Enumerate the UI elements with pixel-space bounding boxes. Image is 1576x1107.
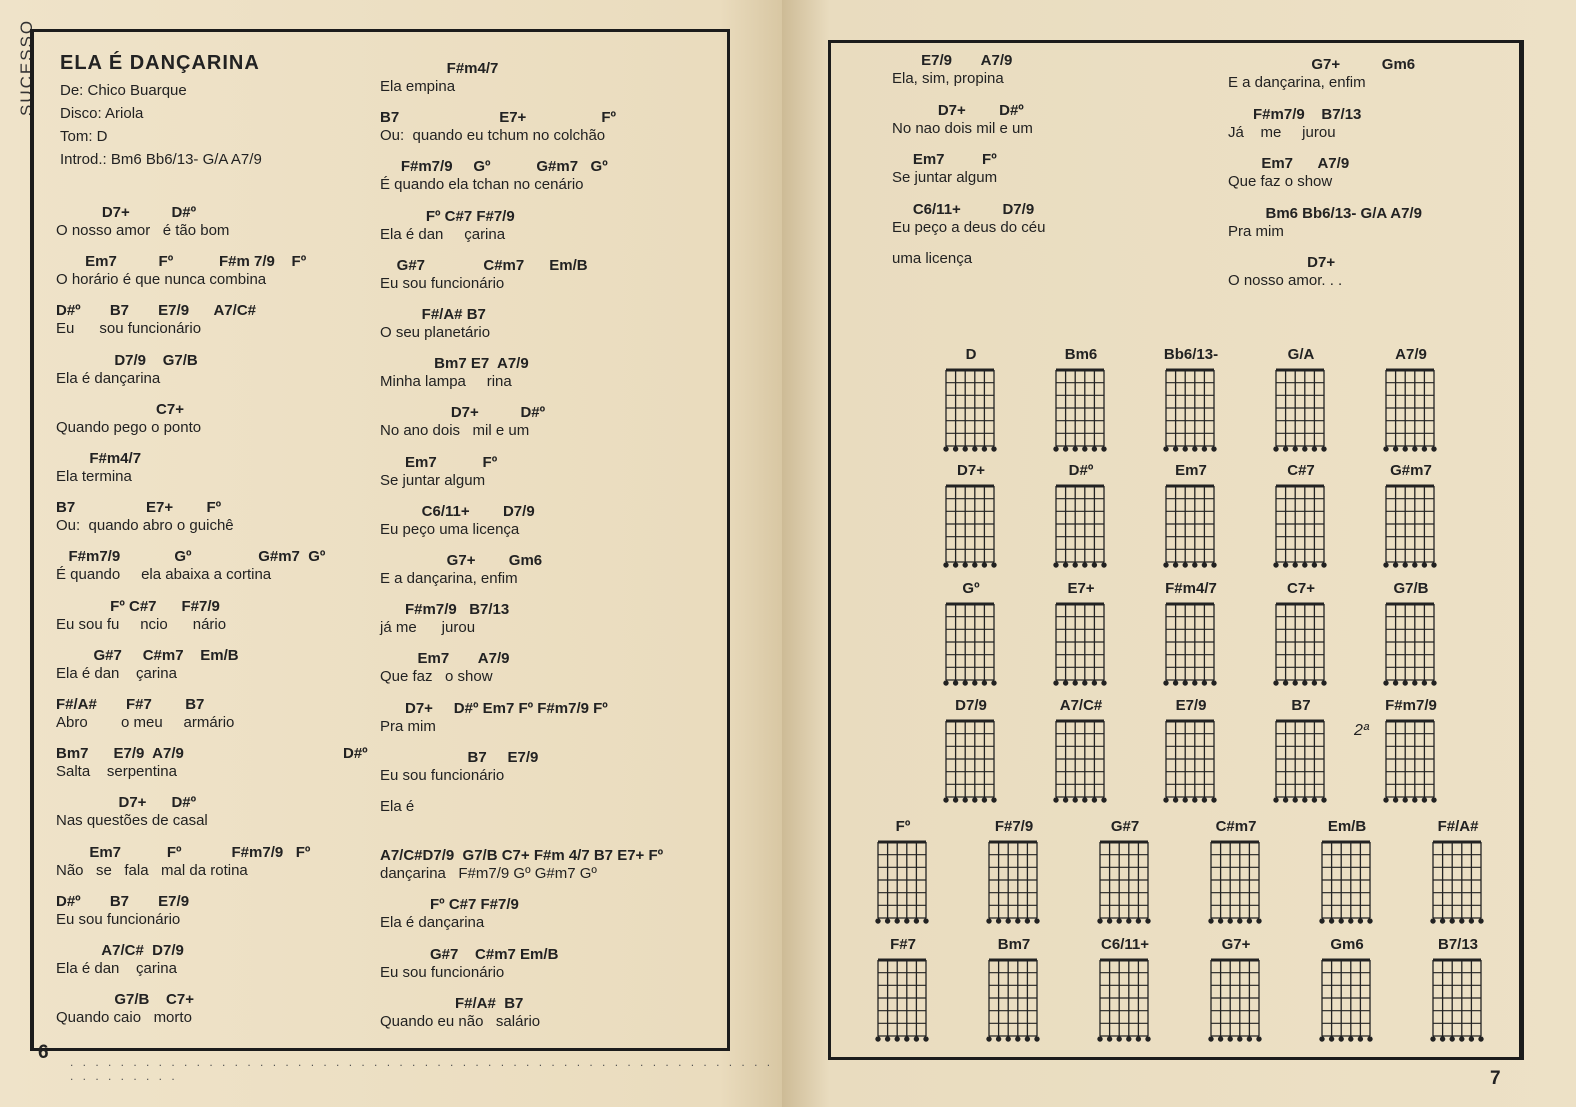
- lyric-line: Se juntar algum: [380, 471, 486, 489]
- lyric-block: [56, 794, 208, 830]
- lyric-line: O nosso amor é tão bom: [56, 222, 230, 239]
- section-label: SUCESSO: [17, 18, 36, 116]
- chord-name: C6/11+: [1101, 936, 1149, 953]
- chord-diagram: [1318, 818, 1376, 928]
- lyric-block: [56, 942, 184, 978]
- fretboard: [1272, 602, 1330, 694]
- fretboard: [1162, 719, 1220, 811]
- chord-name: Fº: [895, 818, 911, 835]
- chord-name: Bm6: [1064, 346, 1098, 363]
- lyric-block: [56, 696, 234, 732]
- chord-name: E7/9: [1175, 697, 1207, 714]
- chord-line: C7+: [56, 400, 184, 418]
- chord-name: F#m7/9: [1385, 697, 1437, 714]
- fretboard: [1052, 602, 1110, 694]
- lyric-line: Abro o meu armário: [56, 714, 235, 731]
- lyric-block: [380, 995, 540, 1031]
- lyric-block: [1228, 205, 1422, 241]
- chord-line: G#7 C#m7 Em/B: [56, 646, 239, 664]
- lyric-block: [56, 401, 201, 437]
- lyric-block: [892, 151, 997, 187]
- fretboard: [942, 719, 1000, 811]
- chord-line: G7+ Gm6: [380, 552, 543, 569]
- lyric-line: Ela é dan çarina: [380, 225, 506, 243]
- lyric-line: Eu sou funcionário: [380, 766, 505, 784]
- fretboard: [985, 840, 1043, 932]
- chord-line: Em7 Fº: [892, 151, 997, 168]
- chord-diagram: [1272, 697, 1330, 807]
- chord-name: Gm6: [1330, 936, 1364, 953]
- lyric-block: [56, 991, 194, 1027]
- lyric-line: Eu sou funcionário: [380, 963, 505, 981]
- fret-note: 2ª: [1354, 722, 1369, 739]
- lyric-block: [56, 893, 189, 929]
- fretboard: [1272, 368, 1330, 460]
- chord-diagram: [985, 936, 1043, 1046]
- lyric-line: Eu sou funcionário: [56, 320, 202, 338]
- lyric-line: Ela empina: [380, 78, 456, 95]
- chord-diagram: [1096, 936, 1154, 1046]
- lyric-block: [380, 60, 498, 96]
- fretboard: [1318, 840, 1376, 932]
- fretboard: [1162, 368, 1220, 460]
- chord-name: F#7: [890, 936, 916, 953]
- chord-name: Em/B: [1327, 818, 1367, 835]
- chord-line: C6/11+ D7/9: [380, 502, 535, 520]
- lyric-block: [892, 201, 1045, 237]
- lyric-line: Eu peço uma licença: [380, 520, 520, 538]
- chord-name: C#m7: [1215, 818, 1257, 835]
- fretboard: [1382, 602, 1440, 694]
- song-intro: Introd.: Bm6 Bb6/13- G/A A7/9: [60, 151, 262, 168]
- lyric-line: Quando eu não salário: [380, 1012, 541, 1030]
- chord-diagram: [1382, 697, 1440, 807]
- chord-name: Gº: [962, 580, 980, 597]
- lyric-line: Pra mim: [1228, 222, 1284, 240]
- chord-diagram: [1162, 462, 1220, 572]
- song-author: De: Chico Buarque: [60, 82, 187, 99]
- lyric-line: Ela é dan çarina: [56, 664, 177, 682]
- lyric-block: [56, 499, 234, 535]
- chord-line: D#º B7 E7/9 A7/C#: [56, 302, 256, 320]
- lyric-block: [56, 598, 226, 634]
- lyric-line: Nas questões de casal: [56, 812, 208, 830]
- chord-line: G7/B C7+: [56, 991, 194, 1009]
- fretboard: [942, 602, 1000, 694]
- lyric-line: No nao dois mil e um: [892, 119, 1033, 137]
- chord-line: B7 E7/9: [380, 748, 539, 766]
- lyric-line: Que faz o show: [380, 668, 493, 686]
- lyric-line: O nosso amor. . .: [1228, 272, 1343, 289]
- chord-diagram: [1382, 462, 1440, 572]
- lyric-block: [380, 896, 519, 932]
- chord-diagram: [1272, 580, 1330, 690]
- chord-diagram: [1272, 462, 1330, 572]
- song-key: Tom: D: [60, 128, 108, 145]
- chord-line: F#/A# B7: [380, 994, 524, 1012]
- fretboard: [1207, 840, 1265, 932]
- chord-line: D7+ D#º: [56, 204, 197, 221]
- lyric-block: [380, 503, 535, 539]
- chord-line: D7+ D#º: [56, 794, 197, 812]
- fretboard: [1429, 958, 1487, 1050]
- fretboard: [1318, 958, 1376, 1050]
- chord-line: A7/C# D7/9: [56, 942, 184, 959]
- lyric-line: Já me jurou: [1228, 123, 1336, 141]
- chord-name: D#º: [1068, 462, 1094, 479]
- chord-line: D7+ D#º: [380, 404, 546, 422]
- chord-line: D7/9 G7/B: [56, 351, 198, 369]
- chord-diagram: [1207, 818, 1265, 928]
- lyric-block: [380, 650, 510, 686]
- chord-line: Em7 Fº F#m 7/9 Fº: [56, 253, 307, 271]
- lyric-line: Minha lampa rina: [380, 373, 512, 391]
- chord-line: F#m4/7: [380, 60, 499, 77]
- chord-line: F#m7/9 Gº G#m7 Gº: [56, 548, 326, 566]
- fretboard: [1052, 368, 1110, 460]
- fretboard: [1272, 719, 1330, 811]
- chord-name: A7/C#: [1059, 697, 1103, 714]
- chord-line: C6/11+ D7/9: [892, 200, 1035, 218]
- lyric-block: [892, 102, 1033, 138]
- chord-line: F#m7/9 B7/13: [380, 601, 510, 619]
- chord-diagram: [1052, 697, 1110, 807]
- chord-name: Bb6/13-: [1163, 346, 1219, 363]
- lyric-block: [380, 355, 529, 391]
- lyric-line: Não se fala mal da rotina: [56, 861, 248, 879]
- chord-line: F#m4/7: [56, 450, 142, 467]
- lyric-line: Salta serpentina: [56, 763, 177, 781]
- chord-line: E7/9 A7/9: [892, 52, 1013, 69]
- chord-name: D7/9: [955, 697, 987, 714]
- lyric-block: [1228, 106, 1361, 142]
- lyric-block: [56, 352, 198, 388]
- chord-diagram: [1162, 697, 1220, 807]
- chord-marker: D#º: [343, 745, 368, 762]
- chord-diagram: [1318, 936, 1376, 1046]
- lyric-line: Ela termina: [56, 468, 132, 485]
- chord-name: G/A: [1287, 346, 1315, 363]
- lyric-line: Ela é: [380, 798, 415, 815]
- left-page: [0, 0, 782, 1107]
- lyric-block: [380, 847, 663, 883]
- lyric-block: [380, 946, 558, 982]
- lyric-block: [380, 109, 616, 145]
- chord-diagram: [1052, 580, 1110, 690]
- fretboard: [874, 840, 932, 932]
- lyric-block: [380, 306, 490, 342]
- lyric-line: É quando ela tchan no cenário: [380, 176, 584, 194]
- lyric-line: uma licença: [892, 250, 973, 267]
- lyric-line: Ou: quando eu tchum no colchão: [380, 127, 606, 145]
- chord-line: Fº C#7 F#7/9: [380, 207, 515, 225]
- chord-line: Fº C#7 F#7/9: [380, 896, 519, 914]
- lyric-block: [380, 798, 414, 816]
- lyric-line: Que faz o show: [1228, 173, 1333, 190]
- chord-name: B7/13: [1437, 936, 1479, 953]
- chord-line: Bm7 E7/9 A7/9: [56, 745, 184, 763]
- fretboard: [1429, 840, 1487, 932]
- fretboard: [1096, 958, 1154, 1050]
- fretboard: [1382, 484, 1440, 576]
- lyric-line: Ou: quando abro o guichê: [56, 517, 234, 535]
- chord-line: F#m7/9 B7/13: [1228, 105, 1362, 123]
- song-disc: Disco: Ariola: [60, 105, 144, 122]
- chord-line: Em7 Fº: [380, 453, 498, 471]
- chord-name: G#7: [1110, 818, 1140, 835]
- chord-diagram: [874, 936, 932, 1046]
- fretboard: [1382, 719, 1440, 811]
- chord-name: E7+: [1067, 580, 1095, 597]
- chord-diagram: [1052, 346, 1110, 456]
- chord-diagram: [1052, 462, 1110, 572]
- fretboard: [985, 958, 1043, 1050]
- chord-diagram: [1429, 818, 1487, 928]
- chord-name: D7+: [957, 462, 985, 479]
- chord-name: B7: [1291, 697, 1311, 714]
- chord-line: A7/C#D7/9 G7/B C7+ F#m 4/7 B7 E7+ Fº: [380, 847, 664, 865]
- fretboard: [942, 484, 1000, 576]
- chord-name: F#m4/7: [1165, 580, 1217, 597]
- lyric-line: dançarina F#m7/9 Gº G#m7 Gº: [380, 865, 597, 883]
- lyric-line: Quando caio morto: [56, 1009, 192, 1027]
- lyric-line: Eu peço a deus do céu: [892, 218, 1046, 236]
- lyric-line: Pra mim: [380, 717, 436, 735]
- lyric-line: Eu sou fu ncio nário: [56, 615, 227, 633]
- lyric-block: [56, 548, 325, 584]
- chord-diagram: [1162, 580, 1220, 690]
- lyric-block: [380, 158, 608, 194]
- lyric-block: [56, 253, 306, 289]
- chord-diagram: [942, 697, 1000, 807]
- lyric-line: E a dançarina, enfim: [1228, 74, 1366, 91]
- chord-name: G#m7: [1390, 462, 1432, 479]
- lyric-line: O seu planetário: [380, 324, 491, 341]
- chord-line: Bm7 E7 A7/9: [380, 355, 529, 373]
- lyric-line: Ela é dançarina: [56, 369, 161, 387]
- dotted-rule: . . . . . . . . . . . . . . . . . . . . . . . . . . . . . . . . . . . . . . . . . . . . . . . . . . . . . . . . . . . . . . . . .: [70, 1055, 774, 1083]
- fretboard: [1207, 958, 1265, 1050]
- lyric-block: [56, 450, 141, 486]
- fretboard: [1096, 840, 1154, 932]
- chord-name: D: [965, 346, 977, 363]
- chord-diagram: [1382, 580, 1440, 690]
- lyric-block: [1228, 155, 1349, 191]
- lyric-line: Eu sou funcionário: [380, 274, 505, 292]
- chord-name: C7+: [1287, 580, 1315, 597]
- chord-diagram: [942, 462, 1000, 572]
- chord-line: D7+ D#º: [892, 101, 1024, 119]
- lyric-line: É quando ela abaixa a cortina: [56, 566, 272, 584]
- lyric-line: Se juntar algum: [892, 169, 998, 186]
- lyric-line: Ela é dan çarina: [56, 960, 177, 977]
- chord-line: Fº C#7 F#7/9: [56, 597, 220, 615]
- lyric-block: [380, 208, 515, 244]
- chord-diagram: [1207, 936, 1265, 1046]
- chord-line: Em7 A7/9: [380, 650, 510, 668]
- chord-line: Em7 Fº F#m7/9 Fº: [56, 843, 311, 861]
- lyric-block: [56, 647, 239, 683]
- fretboard: [1272, 484, 1330, 576]
- lyric-line: Quando pego o ponto: [56, 418, 202, 436]
- chord-line: Em7 A7/9: [1228, 155, 1350, 172]
- chord-name: F#7/9: [994, 818, 1034, 835]
- lyric-block: [1228, 56, 1415, 92]
- lyric-line: já me jurou: [380, 619, 476, 637]
- chord-line: D#º B7 E7/9: [56, 892, 190, 910]
- chord-name: G7/B: [1393, 580, 1429, 597]
- lyric-line: Eu sou funcionário: [56, 910, 181, 928]
- lyric-block: [56, 302, 256, 338]
- lyric-line: No ano dois mil e um: [380, 422, 530, 440]
- lyric-line: O horário é que nunca combina: [56, 271, 267, 289]
- lyric-block: [380, 257, 588, 293]
- chord-diagram: [1096, 818, 1154, 928]
- lyric-block: [56, 745, 184, 781]
- chord-name: F#/A#: [1437, 818, 1479, 835]
- chord-diagram: [942, 580, 1000, 690]
- chord-line: G7+ Gm6: [1228, 56, 1416, 73]
- chord-line: B7 E7+ Fº: [380, 109, 616, 127]
- chord-line: F#/A# F#7 B7: [56, 696, 205, 713]
- lyric-block: [56, 204, 229, 240]
- chord-line: F#m7/9 Gº G#m7 Gº: [380, 158, 608, 176]
- chord-line: D7+ D#º Em7 Fº F#m7/9 Fº: [380, 699, 608, 717]
- lyric-block: [380, 749, 538, 785]
- chord-line: D7+: [1228, 254, 1336, 271]
- page-number-left: 6: [38, 1042, 49, 1063]
- fretboard: [1382, 368, 1440, 460]
- chord-name: C#7: [1287, 462, 1315, 479]
- fretboard: [942, 368, 1000, 460]
- chord-diagram: [1382, 346, 1440, 456]
- lyric-line: Ela, sim, propina: [892, 70, 1004, 87]
- page-number-right: 7: [1490, 1068, 1501, 1089]
- fretboard: [1162, 484, 1220, 576]
- lyric-block: [1228, 254, 1342, 290]
- fretboard: [1162, 602, 1220, 694]
- chord-diagram: [985, 818, 1043, 928]
- chord-line: B7 E7+ Fº: [56, 499, 222, 517]
- lyric-block: [380, 601, 509, 637]
- fretboard: [1052, 719, 1110, 811]
- lyric-block: [380, 700, 608, 736]
- lyric-block: [892, 52, 1012, 88]
- fretboard: [874, 958, 932, 1050]
- lyric-block: [380, 454, 497, 490]
- right-page: [782, 0, 1576, 1107]
- chord-diagram: [1429, 936, 1487, 1046]
- chord-line: F#/A# B7: [380, 306, 486, 323]
- lyric-block: [380, 404, 545, 440]
- chord-name: Em7: [1175, 462, 1207, 479]
- lyric-block: [56, 844, 310, 880]
- chord-line: Bm6 Bb6/13- G/A A7/9: [1228, 204, 1422, 222]
- lyric-line: E a dançarina, enfim: [380, 570, 518, 587]
- lyric-block: [380, 552, 542, 588]
- chord-diagram: [874, 818, 932, 928]
- chord-line: G#7 C#m7 Em/B: [380, 945, 559, 963]
- chord-diagram: [1272, 346, 1330, 456]
- chord-name: Bm7: [997, 936, 1031, 953]
- chord-diagram: [942, 346, 1000, 456]
- chord-name: A7/9: [1395, 346, 1427, 363]
- chord-diagram: [1162, 346, 1220, 456]
- lyric-line: Ela é dançarina: [380, 914, 485, 932]
- fretboard: [1052, 484, 1110, 576]
- chord-line: G#7 C#m7 Em/B: [380, 256, 588, 274]
- chord-name: G7+: [1221, 936, 1251, 953]
- lyric-block: [892, 250, 972, 268]
- song-title: ELA É DANÇARINA: [60, 52, 260, 74]
